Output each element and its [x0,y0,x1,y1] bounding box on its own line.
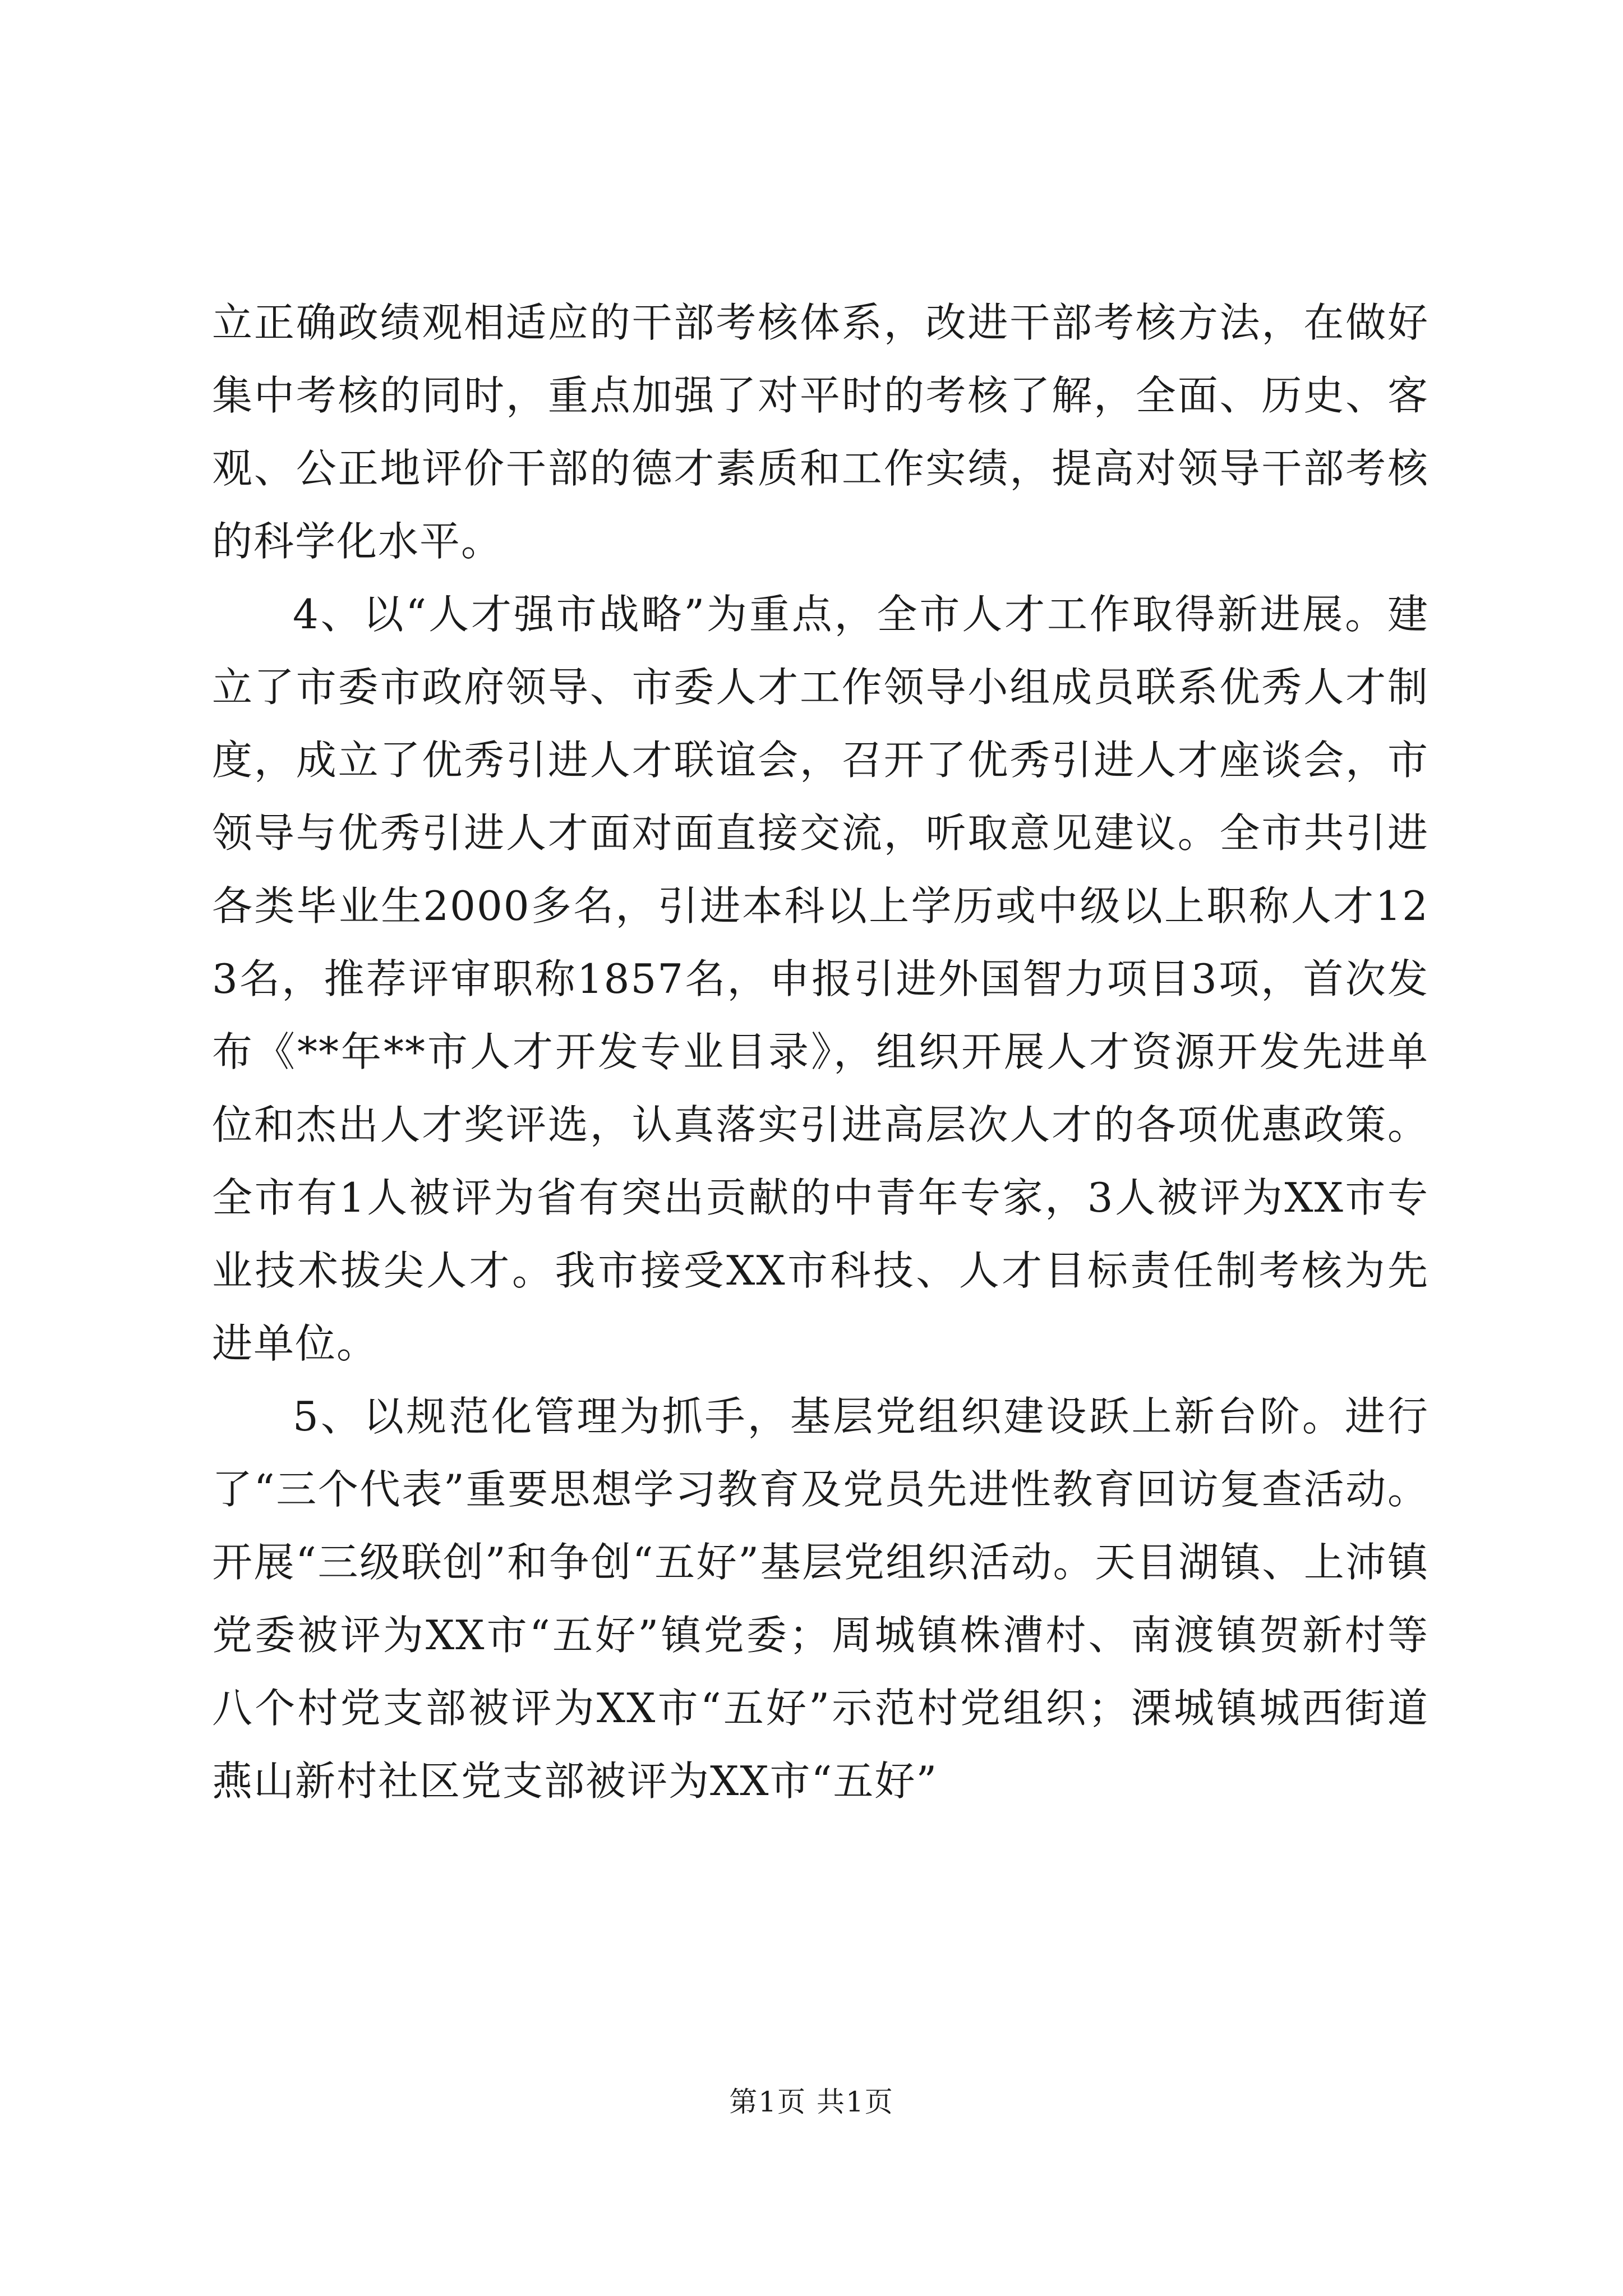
paragraph-continuation: 立正确政绩观相适应的干部考核体系，改进干部考核方法，在做好集中考核的同时，重点加强了对平时的考核了解，全面、历史、客观、公正地评价干部的德才素质和工作实绩，提高对领导干部考核的科学化水平。 [212,299,1429,565]
paragraph-party-organization: 5、以规范化管理为抓手，基层党组织建设跃上新台阶。进行了“三个代表”重要思想学习教育及党员先进性教育回访复查活动。开展“三级联创”和争创“五好”基层党组织活动。天目湖镇、上沛镇党委被评为XX市“五好”镇党委；周城镇株漕村、南渡镇贺新村等八个村党支部被评为XX市“五好”示范村党组织；溧城镇城西街道燕山新村社区党支部被评为XX市“五好” [212,1393,1429,1805]
page-footer: 第1页 共1页 [729,2086,894,2118]
document-body [212,286,1429,1818]
paragraph-talent-work: 4、以“人才强市战略”为重点，全市人才工作取得新进展。建立了市委市政府领导、市委人才工作领导小组成员联系优秀人才制度，成立了优秀引进人才联谊会，召开了优秀引进人才座谈会，市领导与优秀引进人才面对面直接交流，听取意见建议。全市共引进各类毕业生2000多名，引进本科以上学历或中级以上职称人才123名，推荐评审职称1857名，申报引进外国智力项目3项，首次发布《**年**市人才开发专业目录》，组织开展人才资源开发先进单位和杰出人才奖评选，认真落实引进高层次人才的各项优惠政策。全市有1人被评为省有突出贡献的中青年专家，3人被评为XX市专业技术拔尖人才。我市接受XX市科技、人才目标责任制考核为先进单位。 [212,591,1429,1367]
